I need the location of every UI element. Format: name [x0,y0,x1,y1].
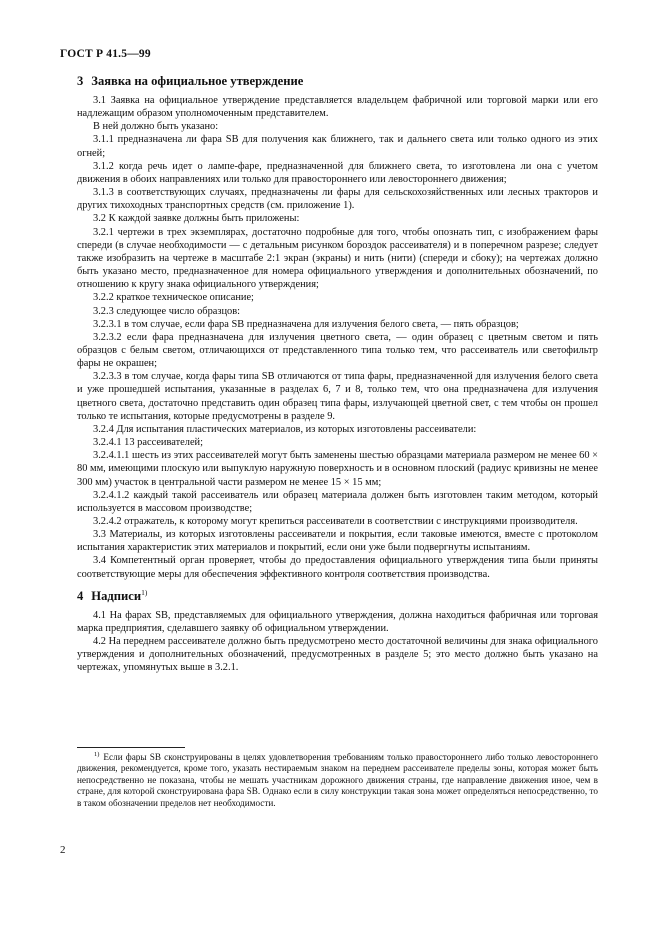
paragraph-3-1: 3.1 Заявка на официальное утверждение представляется владельцем фабричной или торговой марки или его надлежащим образом уполномоченным представителем. [77,95,598,120]
footnote-divider [77,747,185,748]
paragraph-3-4: 3.4 Компетентный орган проверяет, чтобы до предоставления официального утверждения типа были приняты соответствующие меры для обеспечения эффективного контроля соответствия производства. [77,555,598,580]
section-4-title: Надписи [91,588,142,603]
paragraph-3-2-3-2: 3.2.3.2 если фара предназначена для излучения цветного света, — один образец с цветным светом и пять образцов с белым светом, отличающихся от представленного типа только тем, что рассеиватель или светофильтр фары не окрашен; [77,331,598,370]
paragraph-3-2-1: 3.2.1 чертежи в трех экземплярах, достаточно подробные для того, чтобы опознать тип, с изображением фары спереди (в случае необходимости — с детальным рисунком бороздок рассеивателя) и в поперечном разрезе; следует также изобразить на чертеже в масштабе 2:1 экран (экраны) и нить (нити) (спереди и сбоку); на чертежах должно быть указано место, предназначенное для номера официального утверждения и дополнительных обозначений, по отношению к кругу знака официального утверждения; [77,226,598,291]
paragraph-3-1-intro: В ней должно быть указано: [93,121,219,133]
paragraph-3-2-4-1: 3.2.4.1 13 рассеивателей; [93,437,203,449]
paragraph-3-2-2: 3.2.2 краткое техническое описание; [93,292,254,304]
paragraph-3-2-4-2: 3.2.4.2 отражатель, к которому могут крепиться рассеиватели в соответствии с инструкциями производителя. [93,516,578,527]
footnote-reference[interactable]: 1) [141,587,148,597]
footnote-mark: 1) [94,750,100,758]
paragraph-3-2: 3.2 К каждой заявке должны быть приложены: [93,213,300,225]
paragraph-3-2-4: 3.2.4 Для испытания пластических материалов, из которых изготовлены рассеиватели: [93,423,477,435]
section-4-number: 4 [77,588,84,603]
page-number: 2 [60,844,66,856]
paragraph-3-1-2: 3.1.2 когда речь идет о лампе-фаре, предназначенной для ближнего света, то изготовлена ли она с учетом движения в обоих направлениях или только для правостороннего или левостороннего движения; [77,160,598,185]
section-3-number: 3 [77,74,84,88]
paragraph-3-1-1: 3.1.1 предназначена ли фара SB для получения как ближнего, так и дальнего света или только одного из этих огней; [77,134,598,159]
paragraph-3-2-3: 3.2.3 следующее число образцов: [93,305,241,317]
section-3-title: Заявка на официальное утверждение [91,74,304,88]
paragraph-3-1-3: 3.1.3 в соответствующих случаях, предназначены ли фары для сельскохозяйственных или лесных тракторов и других тихоходных транспортных средств (см. приложение 1). [77,187,598,212]
document-header: ГОСТ Р 41.5—99 [60,48,151,60]
document-body [77,74,598,675]
paragraph-3-3: 3.3 Материалы, из которых изготовлены рассеиватели и покрытия, если таковые имеются, вместе с протоколом испытания характеристик этих материалов и покрытий, если они уже были подвергнуты испытаниям. [77,529,598,554]
paragraph-3-2-3-3: 3.2.3.3 в том случае, когда фары типа SB отличаются от типа фары, предназначенной для излучения белого света и уже прошедшей испытания, указанные в разделах 6, 7 и 8, только тем, что она предназначена для излучения цветного света, достаточно представить один образец типа фары, излучающей цветной свет, с тем чтобы он прошел только те испытания, которые предусмотрены в разделе 9. [77,371,598,422]
section-4-heading [77,589,598,604]
footnote-text: Если фары SB сконструированы в целях удовлетворения требованиям только правостороннего либо только левостороннего движения, рекомендуется, кроме того, указать нестираемым знаком на переднем рассеивателе пределы зоны, которая может быть непосредственно не показана, чтобы не мешать участникам дорожного движения страны, где направление движения иное, чем в стране, для которой сконструирована фара SB. Однако если в силу конструкции такая зона может определяться непосредственно, то в таком обозначении пределов нет необходимости. [77,752,598,808]
paragraph-3-2-3-1: 3.2.3.1 в том случае, если фара SB предназначена для излучения белого света, — пять образцов; [93,318,519,330]
paragraph-3-2-4-1-1: 3.2.4.1.1 шесть из этих рассеивателей могут быть заменены шестью образцами материала размером не менее 60 × 80 мм, имеющими плоскую или выпуклую наружную поверхность и в основном плоский (радиус кривизны не менее 300 мм) участок в центральной части размером не менее 15 × 15 мм; [77,450,599,488]
footnote [77,752,598,809]
paragraph-4-2: 4.2 На переднем рассеивателе должно быть предусмотрено место достаточной величины для знака официального утверждения и дополнительных обозначений, предусмотренных в разделе 5; это место должно быть указано на чертежах, упомянутых выше в 3.2.1. [77,636,598,674]
paragraph-4-1: 4.1 На фарах SB, представляемых для официального утверждения, должна находиться фабричная или торговая марка предприятия, сделавшего заявку об официальном утверждении. [77,609,598,634]
section-3-heading [77,74,598,89]
paragraph-3-2-4-1-2: 3.2.4.1.2 каждый такой рассеиватель или образец материала должен быть изготовлен таким методом, который используется в массовом производстве; [77,489,598,514]
